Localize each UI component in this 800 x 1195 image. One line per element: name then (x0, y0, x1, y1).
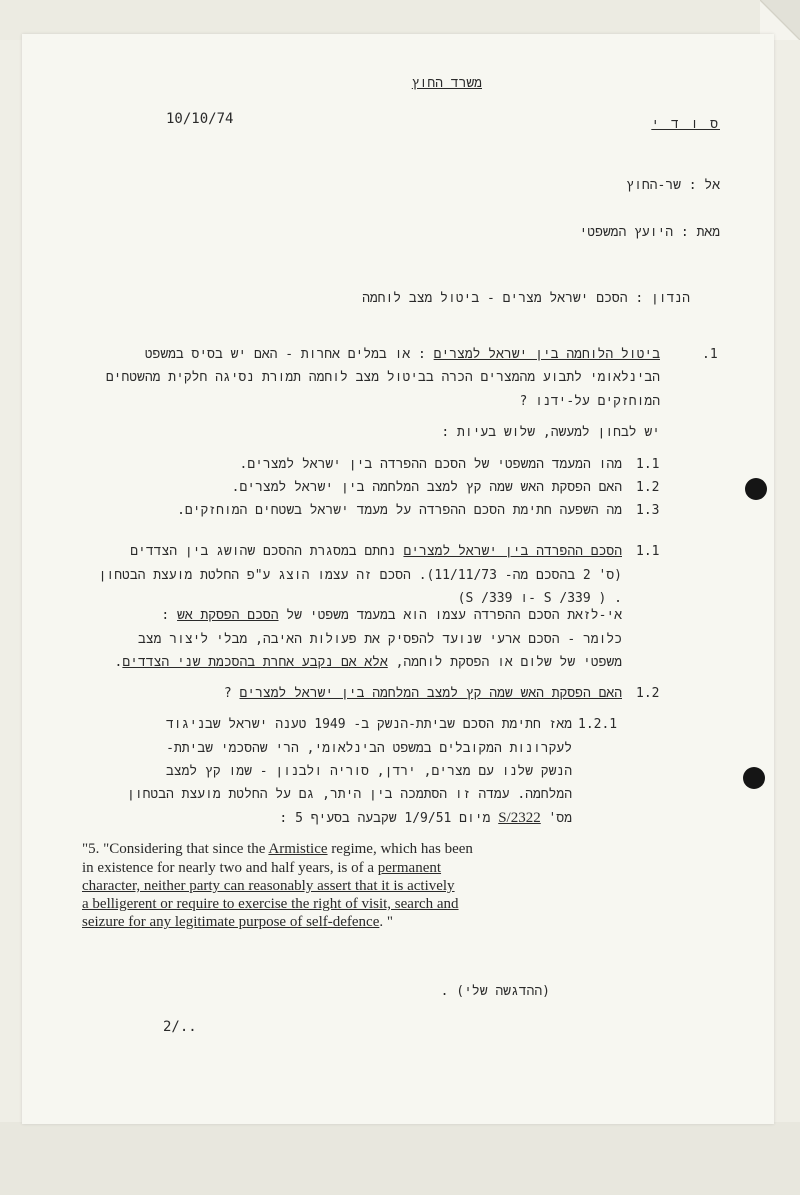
quote-armistice: Armistice (268, 841, 328, 857)
para-1-1-line1-rest: נחתם במסגרת ההסכם שהושג בין הצדדים (130, 544, 404, 559)
para-1-2-1-line3: הנשק שלנו עם מצרים, ירדן, סוריה ולבנון - שמו קץ למצב (166, 764, 572, 779)
quote-line-3: character, neither party can reasonably assert that it is actively (82, 878, 455, 894)
ceasefire-term: הסכם הפסקת אש (177, 608, 279, 623)
memo-subject: הנדון : הסכם ישראל מצרים - ביטול מצב לוחמה (362, 291, 690, 306)
section1-title: ביטול הלוחמה בין ישראל למצרים (433, 347, 660, 362)
section1-line1-rest: : או במלים אחרות - האם יש בסיס במשפט (144, 347, 434, 362)
para-1-1-line1 (130, 543, 622, 561)
question-2-number: 1.2 (636, 480, 660, 495)
ministry-header: משרד החוץ (411, 76, 482, 91)
quote-line-5-a: seizure for any legitimate purpose of self-defence (82, 914, 380, 930)
question-2-text: האם הפסקת האש שמה קץ למצב המלחמה בין ישראל למצרים. (231, 480, 622, 495)
para-1-1-line4-c: : (161, 608, 178, 623)
quote-line-5 (82, 913, 393, 931)
para-1-1-line3: . ( S /339 -ו S /339) (457, 591, 622, 606)
date: 10/10/74 (166, 111, 234, 127)
background-bottom-strip (0, 1122, 800, 1195)
para-1-1-line4-a: אי-לזאת הסכם ההפרדה עצמו הוא במעמד משפטי של (278, 608, 622, 623)
para-1-1-line6 (115, 654, 622, 672)
para-1-1-line6-c: . (114, 655, 123, 670)
question-1-number: 1.1 (636, 457, 660, 472)
section1-line1 (145, 346, 660, 364)
para-1-1-line2: (ס' 2 בהסכם מה- 11/11/73). הסכם זה עצמו הוצג ע"פ החלטת מועצת הבטחון (98, 568, 622, 583)
page-continuation-marker: 2/.. (163, 1019, 197, 1035)
section1-line2: הבינלאומי לתבוע מהמצרים הכרה בביטול מצב לוחמה תמורת נסיגה חלקית מהשטחים (105, 370, 660, 385)
memo-to: אל : שר-החוץ (626, 178, 720, 193)
quote-line-5-b: . " (379, 914, 393, 930)
quote-line-4: a belligerent or require to exercise the right of visit, search and (82, 896, 459, 912)
para-1-1-number: 1.1 (636, 544, 660, 559)
classification-stamp: ס ו ד י (651, 117, 720, 132)
quote-line-1 (82, 840, 473, 858)
para-1-1-line5: כלומר - הסכם ארעי שנועד להפסיק את פעולות האיבה, מבלי ליצור מצב (137, 632, 622, 647)
para-1-1-line6-a: משפטי של שלום או הפסקת לוחמה, (387, 655, 622, 670)
para-1-2-1-line5 (279, 809, 572, 828)
section-number: .1 (702, 347, 718, 362)
quote-line-2 (82, 859, 441, 877)
quote-line-1-c: regime, which has been (327, 841, 473, 857)
section1-line3: המוחזקים על-ידנו ? (519, 394, 660, 409)
resolution-number-label: מס' (540, 811, 572, 826)
para-1-2-heading (224, 685, 622, 703)
para-1-2-title: האם הפסקת האש שמה קץ למצב המלחמה בין ישראל למצרים (239, 686, 622, 701)
para-1-1-title: הסכם ההפרדה בין ישראל למצרים (403, 544, 622, 559)
para-1-1-line4 (161, 607, 622, 625)
para-1-2-1-line4: המלחמה. עמדה זו הסתמכה בין היתר, גם על החלטת מועצת הבטחון (127, 787, 572, 802)
resolution-number: S/2322 (498, 810, 541, 826)
quote-permanent: permanent (377, 860, 442, 876)
punch-hole-upper (745, 478, 767, 500)
section1-intro: יש לבחון למעשה, שלוש בעיות : (441, 425, 660, 440)
emphasis-note: (ההדגשה שלי) . (440, 984, 550, 999)
quote-line-2-a: in existence for nearly two and half years, is of a (82, 860, 378, 876)
quote-line-1-a: "5. "Considering that since the (82, 841, 269, 857)
para-1-2-heading-rest: ? (223, 686, 240, 701)
para-1-1-emphasis: אלא אם נקבע אחרת בהסכמת שני הצדדים (122, 655, 388, 670)
para-1-2-number: 1.2 (636, 686, 660, 701)
question-3-text: מה השפעה חתימת הסכם ההפרדה על מעמד ישראל בשטחים המוחזקים. (177, 503, 622, 518)
punch-hole-lower (743, 767, 765, 789)
memo-from: מאת : היועץ המשפטי (579, 225, 720, 240)
para-1-2-1-line1: מאז חתימת הסכם שביתת-הנשק ב- 1949 טענה ישראל שבניגוד (165, 717, 572, 732)
question-1-text: מהו המעמד המשפטי של הסכם ההפרדה בין ישראל למצרים. (239, 457, 622, 472)
resolution-date: מיום 1/9/51 שקבעה בסעיף 5 : (279, 811, 499, 826)
question-3-number: 1.3 (636, 503, 660, 518)
para-1-2-1-line2: לעקרונות המקובלים במשפט הבינלאומי, הרי שהסכמי שביתת- (166, 741, 572, 756)
para-1-2-1-number: 1.2.1 (578, 717, 618, 732)
